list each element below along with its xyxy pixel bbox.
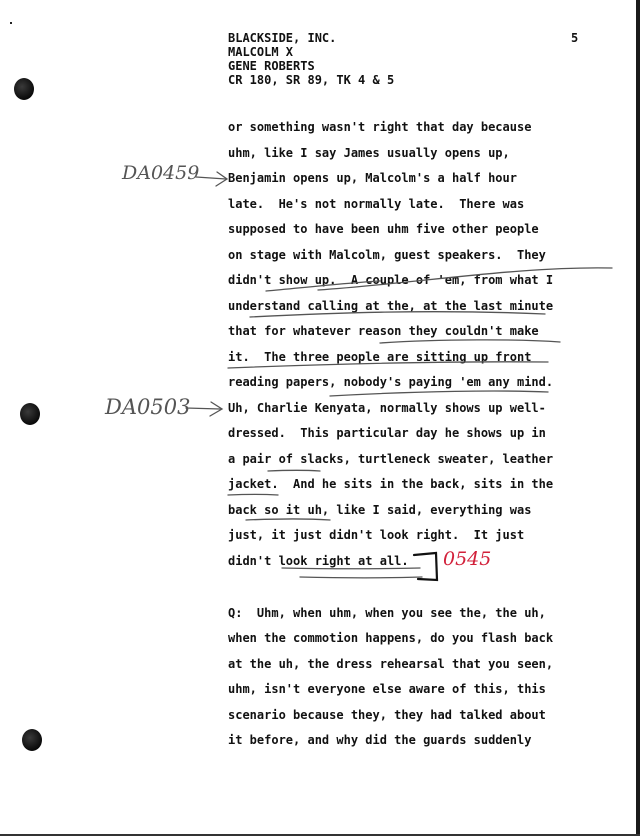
underline-4	[228, 362, 548, 368]
underline-10	[300, 577, 422, 578]
underline-2	[250, 312, 545, 317]
body-line: Uh, Charlie Kenyata, normally shows up well-	[228, 401, 546, 415]
underline-8	[246, 519, 330, 520]
margin-note-timecode-2: DA0503	[105, 395, 191, 419]
arrow-2-shaft	[186, 408, 220, 409]
body-line: a pair of slacks, turtleneck sweater, leather	[228, 452, 554, 466]
underline-7	[268, 470, 320, 471]
body-line: dressed. This particular day he shows up in	[228, 426, 546, 440]
body-line: didn't show up. A couple of 'em, from what I	[228, 273, 554, 287]
body-line: back so it uh, like I said, everything was	[228, 503, 532, 517]
body-line: or something wasn't right that day because	[228, 120, 532, 134]
header-subject: MALCOLM X	[228, 45, 294, 59]
body-line: Benjamin opens up, Malcolm's a half hour	[228, 171, 517, 185]
underline-9	[282, 568, 420, 569]
red-timecode-note: 0545	[443, 548, 492, 570]
header-company: BLACKSIDE, INC.	[228, 31, 337, 45]
margin-note-timecode-1: DA0459	[122, 162, 200, 184]
body-line: jacket. And he sits in the back, sits in the	[228, 477, 554, 491]
arrow-1-shaft	[196, 177, 226, 179]
header-interviewee: GENE ROBERTS	[228, 59, 315, 73]
header-reel-info: CR 180, SR 89, TK 4 & 5	[228, 73, 395, 87]
underline-5	[330, 391, 548, 396]
page-number: 5	[571, 31, 579, 45]
body-line: uhm, isn't everyone else aware of this, this	[228, 682, 546, 696]
underline-1	[318, 268, 612, 290]
body-line: at the uh, the dress rehearsal that you seen,	[228, 657, 554, 671]
body-line: Q: Uhm, when uhm, when you see the, the uh,	[228, 606, 546, 620]
body-line: that for whatever reason they couldn't make	[228, 324, 539, 338]
underline-3	[380, 340, 560, 343]
body-line: just, it just didn't look right. It just	[228, 528, 525, 542]
body-line: scenario because they, they had talked about	[228, 708, 546, 722]
body-line: it before, and why did the guards suddenly	[228, 733, 532, 747]
body-line: reading papers, nobody's paying 'em any mind.	[228, 375, 554, 389]
body-line: understand calling at the, at the last minute	[228, 299, 554, 313]
body-line: uhm, like I say James usually opens up,	[228, 146, 510, 160]
body-line: didn't look right at all.	[228, 554, 409, 568]
body-line: it. The three people are sitting up front	[228, 350, 532, 364]
body-line: on stage with Malcolm, guest speakers. They	[228, 248, 546, 262]
body-line: late. He's not normally late. There was	[228, 197, 525, 211]
bracket-mark	[414, 553, 437, 580]
body-line: when the commotion happens, do you flash back	[228, 631, 554, 645]
body-line: supposed to have been uhm five other people	[228, 222, 539, 236]
underline-6	[228, 494, 278, 495]
